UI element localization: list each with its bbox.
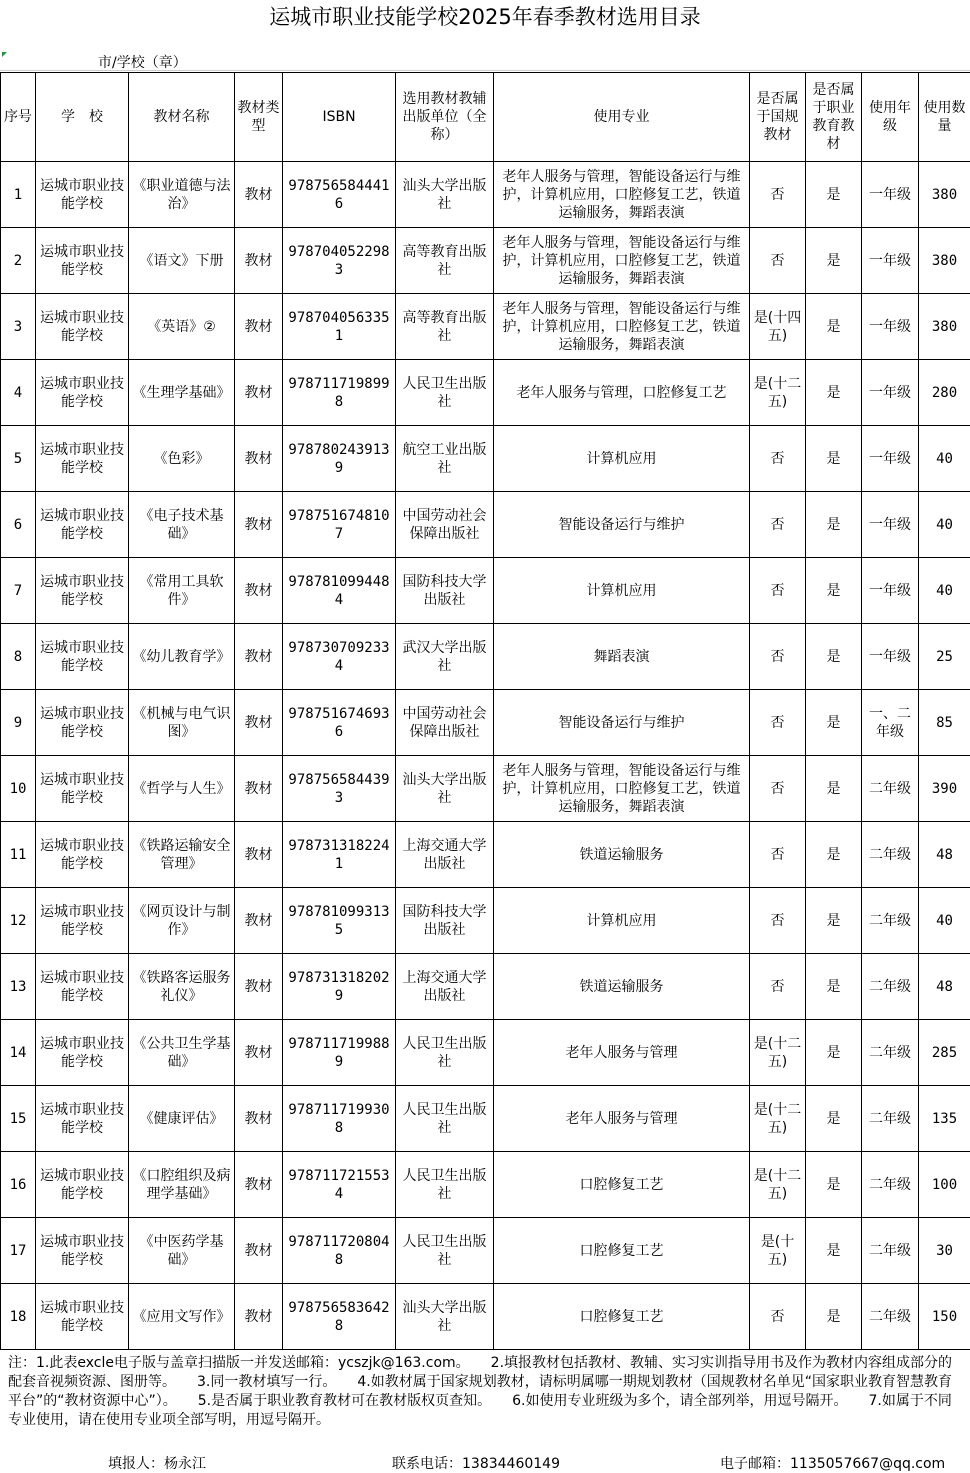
cell-name: 《语文》下册 [129, 228, 235, 294]
cell-major: 铁道运输服务 [494, 822, 750, 888]
cell-national: 是(十二五) [750, 360, 806, 426]
cell-vocational: 是 [806, 1152, 862, 1218]
cell-national: 否 [750, 822, 806, 888]
table-row [1, 822, 970, 888]
cell-school: 运城市职业技能学校 [36, 690, 129, 756]
table-header-row [1, 73, 970, 162]
cell-name: 《中医药学基础》 [129, 1218, 235, 1284]
table-row [1, 690, 970, 756]
cell-publisher: 上海交通大学出版社 [396, 822, 494, 888]
cell-national: 否 [750, 162, 806, 228]
cell-major: 老年人服务与管理 [494, 1086, 750, 1152]
table-row [1, 888, 970, 954]
cell-isbn: 9787040522983 [283, 228, 396, 294]
cell-type: 教材 [235, 1218, 283, 1284]
cell-school: 运城市职业技能学校 [36, 756, 129, 822]
cell-seq: 12 [1, 888, 36, 954]
table-row [1, 954, 970, 1020]
cell-national: 否 [750, 954, 806, 1020]
cell-type: 教材 [235, 624, 283, 690]
cell-type: 教材 [235, 1284, 283, 1350]
cell-seq: 9 [1, 690, 36, 756]
cell-type: 教材 [235, 360, 283, 426]
header-school: 学 校 [36, 73, 129, 162]
cell-name: 《口腔组织及病理学基础》 [129, 1152, 235, 1218]
cell-name: 《英语》② [129, 294, 235, 360]
cell-national: 否 [750, 492, 806, 558]
cell-seq: 17 [1, 1218, 36, 1284]
unit-label: 市/学校（章） [98, 55, 187, 71]
cell-qty: 30 [919, 1218, 970, 1284]
cell-type: 教材 [235, 1086, 283, 1152]
cell-isbn: 9787117215534 [283, 1152, 396, 1218]
cell-major: 计算机应用 [494, 426, 750, 492]
cell-publisher: 人民卫生出版社 [396, 1086, 494, 1152]
cell-national: 否 [750, 888, 806, 954]
cell-school: 运城市职业技能学校 [36, 624, 129, 690]
divider [0, 70, 970, 71]
cell-major: 老年人服务与管理，智能设备运行与维护，计算机应用，口腔修复工艺，铁道运输服务，舞蹈表演 [494, 756, 750, 822]
cell-national: 否 [750, 426, 806, 492]
cell-seq: 4 [1, 360, 36, 426]
cell-grade: 二年级 [862, 888, 919, 954]
cell-name: 《网页设计与制作》 [129, 888, 235, 954]
cell-major: 老年人服务与管理，智能设备运行与维护，计算机应用，口腔修复工艺，铁道运输服务，舞蹈表演 [494, 228, 750, 294]
header-qty: 使用数量 [919, 73, 970, 162]
cell-name: 《公共卫生学基础》 [129, 1020, 235, 1086]
email-label: 电子邮箱：1135057667@qq.com [720, 1456, 946, 1472]
cell-isbn: 9787117208048 [283, 1218, 396, 1284]
cell-school: 运城市职业技能学校 [36, 162, 129, 228]
cell-name: 《铁路客运服务礼仪》 [129, 954, 235, 1020]
cell-name: 《职业道德与法治》 [129, 162, 235, 228]
cell-isbn: 9787117199889 [283, 1020, 396, 1086]
cell-publisher: 人民卫生出版社 [396, 1218, 494, 1284]
cell-grade: 一年级 [862, 162, 919, 228]
cell-seq: 7 [1, 558, 36, 624]
cell-school: 运城市职业技能学校 [36, 1218, 129, 1284]
cell-school: 运城市职业技能学校 [36, 1284, 129, 1350]
phone-label: 联系电话：13834460149 [392, 1456, 560, 1472]
header-major: 使用专业 [494, 73, 750, 162]
filler-label: 填报人：杨永江 [108, 1456, 206, 1472]
cell-publisher: 武汉大学出版社 [396, 624, 494, 690]
cell-grade: 一年级 [862, 426, 919, 492]
cell-qty: 280 [919, 360, 970, 426]
cell-grade: 一年级 [862, 558, 919, 624]
cell-vocational: 是 [806, 558, 862, 624]
header-type: 教材类型 [235, 73, 283, 162]
cell-grade: 一年级 [862, 294, 919, 360]
cell-seq: 1 [1, 162, 36, 228]
cell-publisher: 高等教育出版社 [396, 294, 494, 360]
cell-publisher: 上海交通大学出版社 [396, 954, 494, 1020]
cell-school: 运城市职业技能学校 [36, 954, 129, 1020]
cell-publisher: 人民卫生出版社 [396, 1152, 494, 1218]
cell-national: 否 [750, 1284, 806, 1350]
header-grade: 使用年级 [862, 73, 919, 162]
cell-major: 计算机应用 [494, 888, 750, 954]
cell-grade: 二年级 [862, 1284, 919, 1350]
cell-type: 教材 [235, 228, 283, 294]
cell-grade: 一年级 [862, 228, 919, 294]
cell-national: 否 [750, 228, 806, 294]
cell-type: 教材 [235, 888, 283, 954]
cell-qty: 48 [919, 954, 970, 1020]
page-title: 运城市职业技能学校2025年春季教材选用目录 [269, 5, 701, 29]
cell-isbn: 9787565844416 [283, 162, 396, 228]
cell-seq: 15 [1, 1086, 36, 1152]
cell-isbn: 9787313182029 [283, 954, 396, 1020]
cell-vocational: 是 [806, 624, 862, 690]
cell-school: 运城市职业技能学校 [36, 294, 129, 360]
cell-national: 是(十二五) [750, 1020, 806, 1086]
cell-grade: 二年级 [862, 954, 919, 1020]
header-national: 是否属于国规教材 [750, 73, 806, 162]
header-seq: 序号 [1, 73, 36, 162]
cell-isbn: 9787117199308 [283, 1086, 396, 1152]
cell-seq: 6 [1, 492, 36, 558]
cell-major: 老年人服务与管理，智能设备运行与维护，计算机应用，口腔修复工艺，铁道运输服务，舞蹈表演 [494, 294, 750, 360]
cell-qty: 40 [919, 492, 970, 558]
cell-school: 运城市职业技能学校 [36, 492, 129, 558]
cell-publisher: 汕头大学出版社 [396, 1284, 494, 1350]
cell-name: 《生理学基础》 [129, 360, 235, 426]
cell-isbn: 9787117198998 [283, 360, 396, 426]
cell-publisher: 国防科技大学出版社 [396, 558, 494, 624]
cell-qty: 100 [919, 1152, 970, 1218]
cell-major: 老年人服务与管理，口腔修复工艺 [494, 360, 750, 426]
cell-vocational: 是 [806, 888, 862, 954]
cell-national: 否 [750, 558, 806, 624]
cell-vocational: 是 [806, 360, 862, 426]
cell-major: 老年人服务与管理，智能设备运行与维护，计算机应用，口腔修复工艺，铁道运输服务，舞蹈表演 [494, 162, 750, 228]
cell-national: 是(十五) [750, 1218, 806, 1284]
cell-vocational: 是 [806, 1020, 862, 1086]
cell-vocational: 是 [806, 822, 862, 888]
table-row [1, 558, 970, 624]
table-row [1, 756, 970, 822]
cell-vocational: 是 [806, 228, 862, 294]
cell-seq: 11 [1, 822, 36, 888]
table-row [1, 228, 970, 294]
cell-publisher: 国防科技大学出版社 [396, 888, 494, 954]
cell-isbn: 9787565836428 [283, 1284, 396, 1350]
cell-school: 运城市职业技能学校 [36, 426, 129, 492]
cell-major: 口腔修复工艺 [494, 1284, 750, 1350]
unit-row [0, 50, 970, 72]
cell-qty: 380 [919, 294, 970, 360]
cell-major: 智能设备运行与维护 [494, 690, 750, 756]
cell-isbn: 9787810993135 [283, 888, 396, 954]
cell-type: 教材 [235, 756, 283, 822]
cell-major: 口腔修复工艺 [494, 1152, 750, 1218]
cell-vocational: 是 [806, 492, 862, 558]
cell-national: 否 [750, 756, 806, 822]
cell-seq: 16 [1, 1152, 36, 1218]
cell-school: 运城市职业技能学校 [36, 228, 129, 294]
cell-grade: 二年级 [862, 822, 919, 888]
cell-national: 是(十二五) [750, 1152, 806, 1218]
table-row [1, 1152, 970, 1218]
cell-qty: 380 [919, 228, 970, 294]
cell-school: 运城市职业技能学校 [36, 558, 129, 624]
table-row [1, 1218, 970, 1284]
table-row [1, 360, 970, 426]
cell-school: 运城市职业技能学校 [36, 1020, 129, 1086]
cell-name: 《幼儿教育学》 [129, 624, 235, 690]
cell-type: 教材 [235, 426, 283, 492]
cell-type: 教材 [235, 492, 283, 558]
cell-publisher: 中国劳动社会保障出版社 [396, 492, 494, 558]
cell-grade: 一年级 [862, 624, 919, 690]
cell-vocational: 是 [806, 294, 862, 360]
table-row [1, 624, 970, 690]
cell-grade: 二年级 [862, 1152, 919, 1218]
cell-vocational: 是 [806, 954, 862, 1020]
cell-qty: 40 [919, 888, 970, 954]
cell-vocational: 是 [806, 690, 862, 756]
cell-grade: 一年级 [862, 492, 919, 558]
notes: 注：1.此表excle电子版与盖章扫描版一并发送邮箱：ycszjk@163.com。 2.填报教材包括教材、教辅、实习实训指导用书及作为教材内容组成部分的配套音视频资源、图册等。 3.同一教材填写一行。 4.如教材属于国家规划教材，请标明属哪一期规划教材（国规教材名单见“国家职业教育智慧教育平台”的“教材资源中心”）。 5.是否属于职业教育教材可在教材版权页查知。 6.如使用专业班级为多个，请全部列举，用逗号隔开。 7.如属于不同专业使用，请在使用专业项全部写明，用逗号隔开。 [8, 1355, 953, 1428]
cell-grade: 二年级 [862, 1020, 919, 1086]
cell-seq: 8 [1, 624, 36, 690]
cell-publisher: 汕头大学出版社 [396, 162, 494, 228]
cell-type: 教材 [235, 558, 283, 624]
cell-type: 教材 [235, 690, 283, 756]
cell-seq: 2 [1, 228, 36, 294]
cell-isbn: 9787307092334 [283, 624, 396, 690]
cell-vocational: 是 [806, 1086, 862, 1152]
cell-school: 运城市职业技能学校 [36, 1086, 129, 1152]
cell-seq: 3 [1, 294, 36, 360]
cell-school: 运城市职业技能学校 [36, 360, 129, 426]
cell-grade: 一、二年级 [862, 690, 919, 756]
cell-type: 教材 [235, 822, 283, 888]
cell-seq: 10 [1, 756, 36, 822]
cell-type: 教材 [235, 294, 283, 360]
cell-isbn: 9787802439139 [283, 426, 396, 492]
header-vocational: 是否属于职业教育教材 [806, 73, 862, 162]
cell-name: 《健康评估》 [129, 1086, 235, 1152]
header-publisher: 选用教材教辅出版单位（全称） [396, 73, 494, 162]
cell-major: 计算机应用 [494, 558, 750, 624]
cell-type: 教材 [235, 954, 283, 1020]
cell-qty: 40 [919, 426, 970, 492]
table-row [1, 1284, 970, 1350]
textbook-table [0, 72, 970, 1350]
cell-school: 运城市职业技能学校 [36, 888, 129, 954]
cell-name: 《电子技术基础》 [129, 492, 235, 558]
cell-vocational: 是 [806, 426, 862, 492]
cell-type: 教材 [235, 1020, 283, 1086]
cell-national: 否 [750, 690, 806, 756]
cell-grade: 二年级 [862, 1086, 919, 1152]
cell-publisher: 人民卫生出版社 [396, 360, 494, 426]
cell-qty: 40 [919, 558, 970, 624]
cell-publisher: 高等教育出版社 [396, 228, 494, 294]
cell-qty: 48 [919, 822, 970, 888]
header-name: 教材名称 [129, 73, 235, 162]
cell-qty: 150 [919, 1284, 970, 1350]
cell-isbn: 9787313182241 [283, 822, 396, 888]
cell-type: 教材 [235, 1152, 283, 1218]
cell-name: 《机械与电气识图》 [129, 690, 235, 756]
cell-seq: 13 [1, 954, 36, 1020]
cell-publisher: 航空工业出版社 [396, 426, 494, 492]
cell-seq: 18 [1, 1284, 36, 1350]
cell-name: 《铁路运输安全管理》 [129, 822, 235, 888]
cell-national: 是(十四五) [750, 294, 806, 360]
cell-qty: 390 [919, 756, 970, 822]
corner-tick-icon [2, 52, 7, 57]
cell-qty: 85 [919, 690, 970, 756]
cell-vocational: 是 [806, 1218, 862, 1284]
cell-major: 舞蹈表演 [494, 624, 750, 690]
cell-isbn: 9787565844393 [283, 756, 396, 822]
cell-major: 老年人服务与管理 [494, 1020, 750, 1086]
cell-isbn: 9787040563351 [283, 294, 396, 360]
cell-grade: 二年级 [862, 1218, 919, 1284]
cell-school: 运城市职业技能学校 [36, 822, 129, 888]
cell-vocational: 是 [806, 162, 862, 228]
cell-qty: 380 [919, 162, 970, 228]
table-row [1, 426, 970, 492]
cell-name: 《色彩》 [129, 426, 235, 492]
cell-major: 智能设备运行与维护 [494, 492, 750, 558]
cell-seq: 14 [1, 1020, 36, 1086]
cell-qty: 25 [919, 624, 970, 690]
cell-major: 铁道运输服务 [494, 954, 750, 1020]
cell-publisher: 人民卫生出版社 [396, 1020, 494, 1086]
cell-name: 《常用工具软件》 [129, 558, 235, 624]
table-row [1, 1020, 970, 1086]
cell-qty: 135 [919, 1086, 970, 1152]
cell-publisher: 汕头大学出版社 [396, 756, 494, 822]
cell-name: 《应用文写作》 [129, 1284, 235, 1350]
cell-name: 《哲学与人生》 [129, 756, 235, 822]
footer [0, 1453, 970, 1473]
cell-qty: 285 [919, 1020, 970, 1086]
cell-publisher: 中国劳动社会保障出版社 [396, 690, 494, 756]
cell-major: 口腔修复工艺 [494, 1218, 750, 1284]
cell-grade: 二年级 [862, 756, 919, 822]
cell-vocational: 是 [806, 1284, 862, 1350]
table-row [1, 492, 970, 558]
table-row [1, 162, 970, 228]
cell-type: 教材 [235, 162, 283, 228]
cell-seq: 5 [1, 426, 36, 492]
cell-vocational: 是 [806, 756, 862, 822]
cell-national: 否 [750, 624, 806, 690]
cell-isbn: 9787516746936 [283, 690, 396, 756]
cell-school: 运城市职业技能学校 [36, 1152, 129, 1218]
header-isbn: ISBN [283, 73, 396, 162]
cell-isbn: 9787516748107 [283, 492, 396, 558]
cell-grade: 一年级 [862, 360, 919, 426]
cell-isbn: 9787810994484 [283, 558, 396, 624]
table-row [1, 1086, 970, 1152]
cell-national: 是(十二五) [750, 1086, 806, 1152]
table-row [1, 294, 970, 360]
